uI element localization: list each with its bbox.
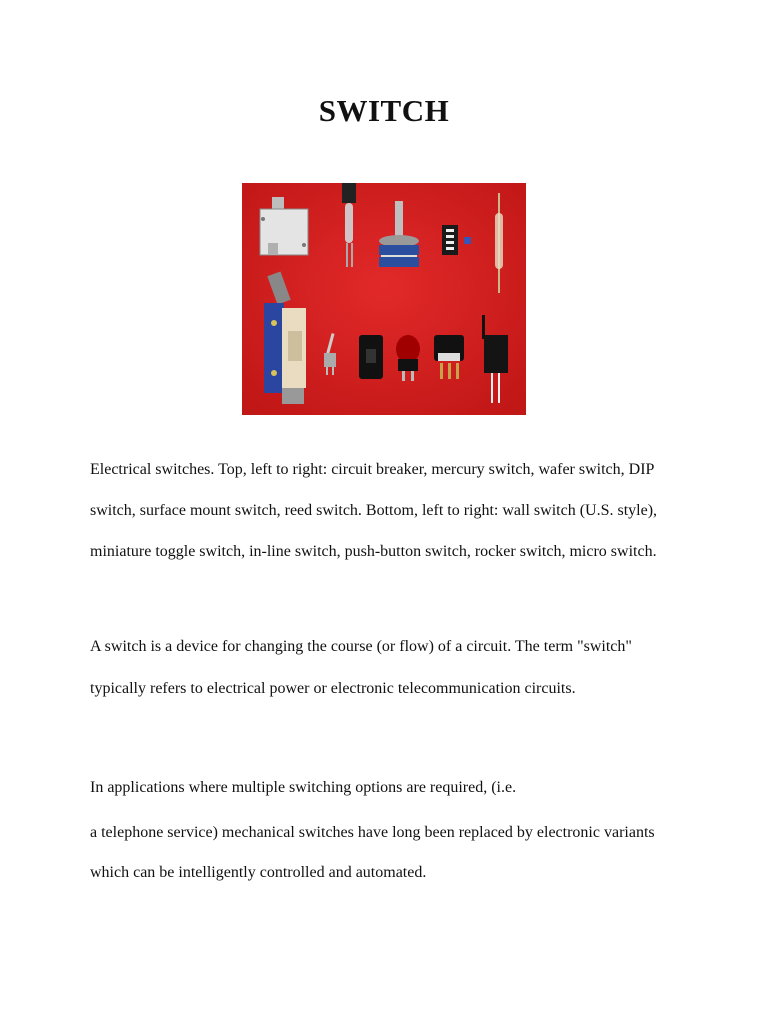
page-title: SWITCH: [318, 93, 450, 128]
inline-switch-shape: [359, 335, 383, 379]
paragraph-applications-line-2: a telephone service) mechanical switches have long been replaced by electronic variants which can be intelligently controlled and automated.: [90, 824, 655, 881]
dip-switch-shape: [442, 225, 458, 255]
paragraph-applications-line-1: In applications where multiple switching options are required, (i.e.: [90, 779, 517, 796]
switches-photo: [242, 183, 526, 415]
paragraph-definition: A switch is a device for changing the course (or flow) of a circuit. The term "switch" typically refers to electrical power or electronic telecommunication circuits.: [90, 638, 632, 697]
paragraph-applications: [90, 768, 690, 893]
photo-caption: Electrical switches. Top, left to right: circuit breaker, mercury switch, wafer switch, DIP switch, surface mount switch, reed switch. Bottom, left to right: wall switch (U.S. style), miniature toggle switch, in-line switch, push-button switch, rocker switch, micro switch.: [90, 461, 658, 560]
surface-mount-switch-shape: [464, 237, 471, 244]
